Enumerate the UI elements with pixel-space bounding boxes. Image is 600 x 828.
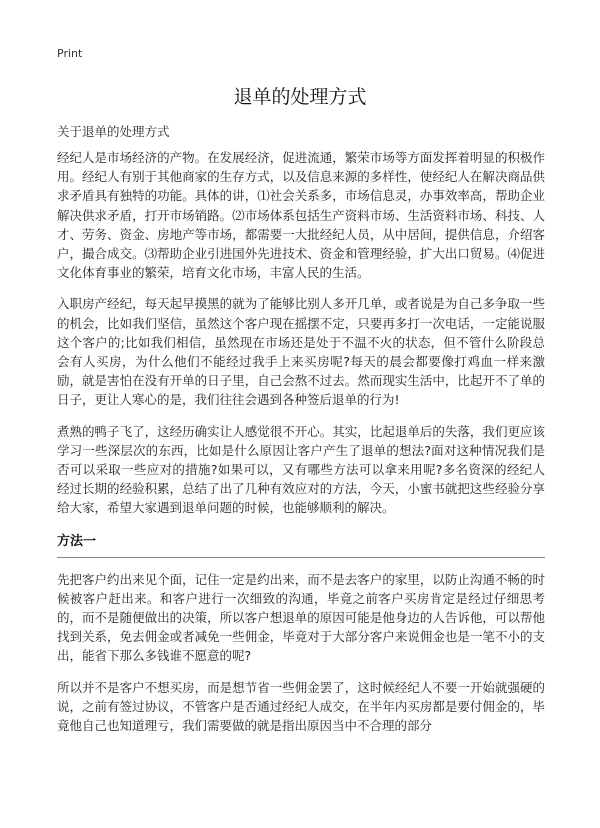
- article-title: 退单的处理方式: [233, 86, 367, 108]
- section-paragraph-2: 所以并不是客户不想买房，而是想节省一些佣金罢了，这时候经纪人不要一开始就强硬的说，之前有签过协议，不管客户是否通过经纪人成交，在半年内买房都是要付佣金的，毕竟他自己也知道理亏，我们需要做的就是指出原因当中不合理的部分: [57, 679, 545, 734]
- paragraph-2: 入职房产经纪，每天起早摸黑的就为了能够比别人多开几单，或者说是为自己多争取一些的机会，比如我们坚信，虽然这个客户现在摇摆不定，只要再多打一次电话，一定能说服这个客户的;比如我们相信，虽然现在市场还是处于不温不火的状态，但不管什么阶段总会有人买房，为什么他们不能经过我手上来买房呢?每天的晨会都要像打鸡血一样来激励，就是害怕在没有开单的日子里，自己会熬不过去。然而现实生活中，比起开不了单的日子，更让人寒心的是，我们往往会遇到各种签后退单的行为!: [57, 296, 545, 408]
- section-heading: 方法一: [57, 533, 97, 549]
- paragraph-3: 煮熟的鸭子飞了，这经历确实让人感觉很不开心。其实，比起退单后的失落，我们更应该学习一些深层次的东西，比如是什么原因让客户产生了退单的想法?面对这种情况我们是否可以采取一些应对的措施?如果可以，又有哪些方法可以拿来用呢?多名资深的经纪人经过长期的经验积累，总结了出了几种有效应对的方法，今天，小蜜书就把这些经验分享给大家，希望大家遇到退单问题的时候，也能够顺利的解决。: [57, 423, 545, 516]
- article-body: [57, 148, 545, 747]
- print-label: Print: [57, 47, 83, 60]
- section-paragraph-1: 先把客户约出来见个面，记住一定是约出来，而不是去客户的家里，以防止沟通不畅的时候被客户赶出来。和客户进行一次细致的沟通，毕竟之前客户买房肯定是经过仔细思考的，而不是随便做出的决策，所以客户想退单的原因可能是他身边的人告诉他，可以帮他找到关系，免去佣金或者减免一些佣金，毕竟对于大部分客户来说佣金也是一笔不小的支出，能省下那么多钱谁不愿意的呢?: [57, 571, 545, 664]
- paragraph-1: 经纪人是市场经济的产物。在发展经济，促进流通，繁荣市场等方面发挥着明显的积极作用。经纪人有别于其他商家的生存方式，以及信息来源的多样性，使经纪人在解决商品供求矛盾具有独特的功能。具体的讲，⑴社会关系多，市场信息灵，办事效率高，帮助企业解决供求矛盾，打开市场销路。⑵市场体系包括生产资料市场、生活资料市场、科技、人才、劳务、资金、房地产等市场，都需要一大批经纪人员，从中居间，提供信息，介绍客户，撮合成交。⑶帮助企业引进国外先进技术、资金和管理经验，扩大出口贸易。⑷促进文化体育事业的繁荣，培育文化市场，丰富人民的生活。: [57, 150, 545, 281]
- section-divider: [57, 557, 545, 558]
- article-subtitle: 关于退单的处理方式: [57, 124, 170, 139]
